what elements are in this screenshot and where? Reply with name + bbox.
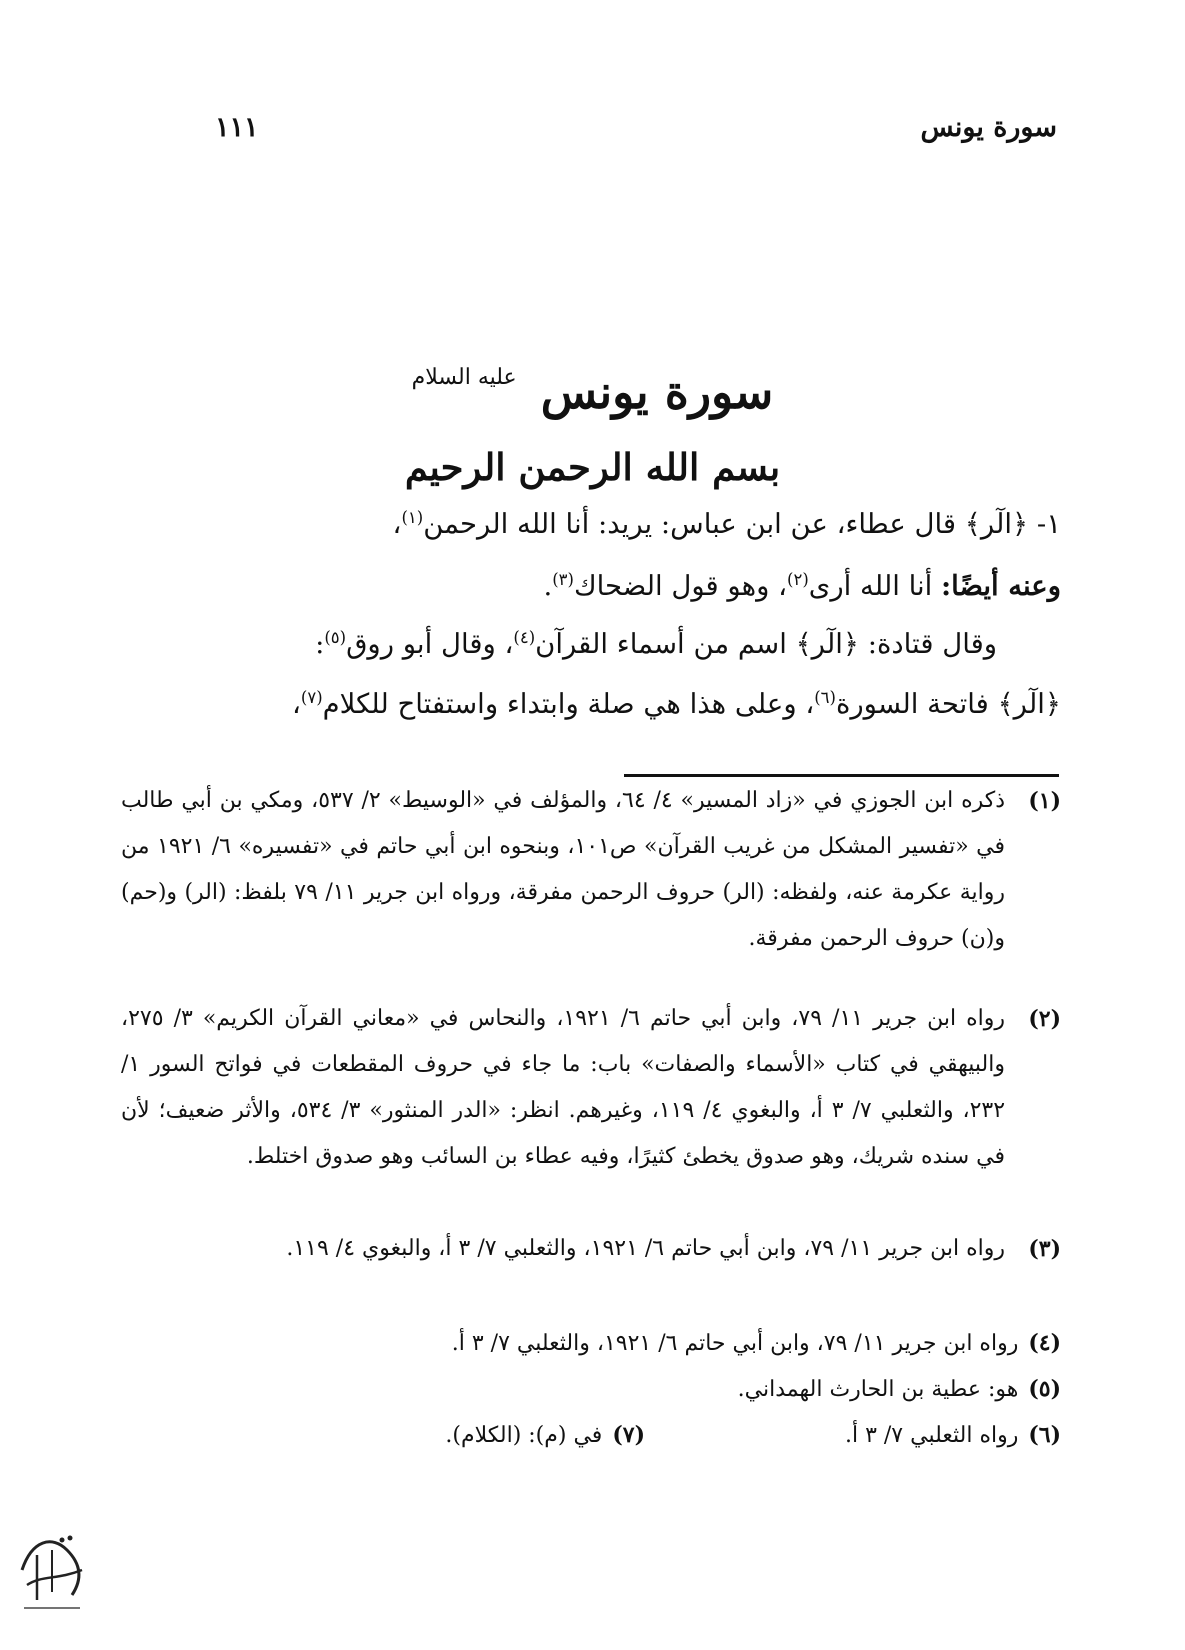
footnote-text: رواه ابن جرير ١١/ ٧٩، وابن أبي حاتم ٦/ ١٩٢١، والثعلبي ٧/ ٣ أ، والبغوي ٤/ ١١٩. [286,1236,1005,1261]
footnote-number: (٤) [1028,1330,1061,1356]
footnote-number: (١) [1028,788,1061,814]
footnote-number: (٢) [1028,1006,1061,1032]
honorific: عليه السلام [411,365,517,390]
body-line-3 [315,628,997,661]
footnote-2 [121,996,1061,1180]
body-text: ، [292,688,301,720]
surah-title-text: سورة يونس [540,365,774,419]
watermark-logo [12,1500,92,1620]
body-text: وقال قتادة: ﴿الٓر﴾ اسم من أسماء القرآن [535,628,997,660]
footnote-separator [624,774,1059,777]
footnote-ref: (٤) [513,627,536,647]
body-line-1 [393,508,1061,541]
footnote-text: رواه ابن جرير ١١/ ٧٩، وابن أبي حاتم ٦/ ١٩٢١، والنحاس في «معاني القرآن الكريم» ٣/ ٢٧٥، والبيهقي في كتاب «الأسماء والصفات» باب: ما جاء في حروف المقطعات في فواتح السور ١/ ٢٣٢، والثعلبي ٧/ ٣ أ، والبغوي ٤/ ١١٩، وغيرهم. انظر: «الدر المنثور» ٣/ ٥٣٤، والأثر ضعيف؛ لأن في سنده شريك، وهو صدوق يخطئ كثيرًا، وفيه عطاء بن السائب وهو صدوق اختلط. [121,1006,1006,1169]
body-line-4 [292,688,1061,721]
body-text-bold: وعنه أيضًا: [941,570,1061,602]
footnote-text: في (م): (الكلام). [445,1423,603,1448]
footnote-text: ذكره ابن الجوزي في «زاد المسير» ٤/ ٦٤، والمؤلف في «الوسيط» ٢/ ٥٣٧، ومكي بن أبي طالب في «تفسير المشكل من غريب القرآن» ص١٠١، وبنحوه ابن أبي حاتم في «تفسيره» ٦/ ١٩٢١ من رواية عكرمة عنه، ولفظه: (الر) حروف الرحمن مفرقة، ورواه ابن جرير ١١/ ٧٩ بلفظ: (الر) و(حم) و(ن) حروف الرحمن مفرقة. [121,788,1006,951]
footnote-number: (٣) [1028,1236,1061,1262]
body-text: : [315,628,325,660]
footnote-ref: (٦) [814,687,836,707]
running-title: سورة يونس [920,112,1057,143]
body-text: ، وعلى هذا هي صلة وابتداء واستفتاح للكلام [322,688,815,720]
footnote-5 [738,1366,1061,1413]
body-text: ، وقال أبو روق [346,628,514,660]
body-line-2 [543,570,1061,603]
footnote-text: هو: عطية بن الحارث الهمداني. [737,1377,1019,1402]
footnote-ref: (٧) [300,687,323,707]
body-text: أنا الله أرى [808,570,942,602]
surah-title [0,365,1185,419]
page-number: ١١١ [215,112,259,143]
footnote-number: (٥) [1028,1376,1061,1402]
footnote-number: (٦) [1028,1422,1061,1448]
footnote-7 [445,1412,645,1459]
footnote-1 [121,778,1061,962]
body-text: ﴿الٓر﴾ فاتحة السورة [835,688,1061,720]
footnote-ref: (٢) [787,569,809,589]
footnote-4 [452,1320,1061,1367]
footnote-ref: (٣) [552,569,574,589]
body-text: . [543,570,553,602]
footnote-text: رواه الثعلبي ٧/ ٣ أ. [844,1423,1019,1448]
footnote-text: رواه ابن جرير ١١/ ٧٩، وابن أبي حاتم ٦/ ١٩٢١، والثعلبي ٧/ ٣ أ. [451,1331,1019,1356]
footnote-ref: (٥) [324,627,347,647]
footnote-6 [845,1412,1061,1459]
body-text: ١- ﴿الٓر﴾ قال عطاء، عن ابن عباس: يريد: أنا الله الرحمن [423,508,1061,540]
basmala: بسم الله الرحمن الرحيم [404,445,781,489]
body-text: ، [392,508,402,540]
footnote-3 [121,1226,1061,1272]
footnote-number: (٧) [612,1422,645,1448]
footnote-ref: (١) [401,507,424,527]
body-text: ، وهو قول الضحاك [573,570,788,602]
